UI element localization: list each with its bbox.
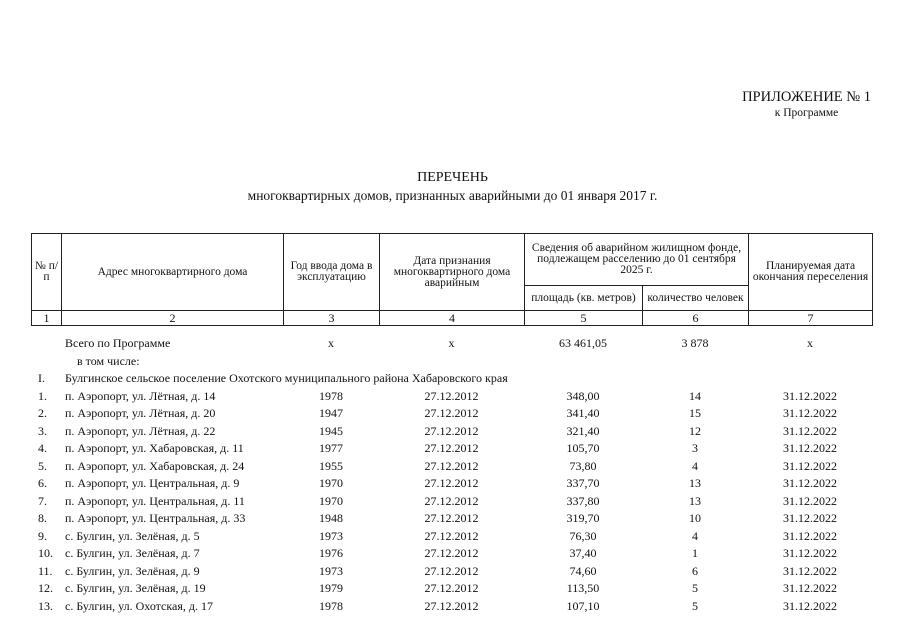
row-year: 1948 <box>319 511 343 525</box>
row-date: 27.12.2012 <box>424 528 479 543</box>
row-year: 1945 <box>319 423 343 438</box>
total-year: х <box>328 336 334 350</box>
row-address: с. Булгин, ул. Зелёная, д. 7 <box>65 546 200 560</box>
row-address: с. Булгин, ул. Зелёная, д. 5 <box>65 528 200 543</box>
row-area: 73,80 <box>569 458 597 473</box>
row-address: п. Аэропорт, ул. Центральная, д. 9 <box>65 476 240 490</box>
data-table <box>31 335 872 615</box>
row-planned: 31.12.2022 <box>783 546 837 560</box>
row-year: 1977 <box>319 441 343 455</box>
section-num: I. <box>38 371 45 385</box>
row-address: п. Аэропорт, ул. Лётная, д. 14 <box>65 388 216 403</box>
total-planned: х <box>807 336 813 350</box>
title-description: многоквартирных домов, признанных аварийными до 01 января 2017 г. <box>247 188 658 203</box>
document-title <box>0 169 905 206</box>
total-date: х <box>448 336 455 350</box>
row-people: 13 <box>689 476 701 490</box>
row-area: 341,40 <box>566 406 600 420</box>
row-people: 5 <box>692 581 698 595</box>
appendix-title: ПРИЛОЖЕНИЕ № 1 <box>742 89 871 105</box>
row-date: 27.12.2012 <box>424 493 479 508</box>
header-table <box>31 233 873 326</box>
row-people: 15 <box>689 406 701 420</box>
table-row <box>31 388 872 406</box>
row-planned: 31.12.2022 <box>783 581 837 595</box>
total-row <box>31 335 872 353</box>
row-area: 113,50 <box>566 581 600 595</box>
col-number: 6 <box>643 311 749 326</box>
row-number: 13. <box>38 598 53 613</box>
appendix-subtitle: к Программе <box>774 107 839 119</box>
row-area: 74,60 <box>569 563 597 578</box>
row-people: 10 <box>689 511 701 525</box>
including-row <box>31 353 872 371</box>
row-area: 107,10 <box>566 598 600 613</box>
row-address: п. Аэропорт, ул. Центральная, д. 11 <box>65 493 245 508</box>
row-date: 27.12.2012 <box>424 423 479 438</box>
row-people: 6 <box>692 563 698 578</box>
row-planned: 31.12.2022 <box>783 563 837 578</box>
appendix-block <box>742 89 871 120</box>
row-date: 27.12.2012 <box>424 511 479 525</box>
including-label: в том числе: <box>77 353 140 368</box>
row-date: 27.12.2012 <box>424 388 479 403</box>
table-row <box>31 545 872 563</box>
col-number: 2 <box>62 311 284 326</box>
total-label: Всего по Программе <box>65 336 171 350</box>
row-number: 10. <box>38 546 53 560</box>
row-people: 14 <box>689 388 701 403</box>
row-people: 13 <box>689 493 701 508</box>
title-heading: ПЕРЕЧЕНЬ <box>417 170 488 185</box>
row-area: 321,40 <box>566 423 600 438</box>
col-number: 7 <box>749 311 873 326</box>
col-number: 5 <box>525 311 643 326</box>
row-year: 1947 <box>319 406 343 420</box>
row-people: 4 <box>692 458 698 473</box>
row-date: 27.12.2012 <box>424 458 479 473</box>
row-number: 6. <box>38 476 47 490</box>
row-number: 4. <box>38 441 47 455</box>
row-address: с. Булгин, ул. Охотская, д. 17 <box>65 598 213 613</box>
row-date: 27.12.2012 <box>424 546 479 560</box>
table-row <box>31 563 872 581</box>
row-planned: 31.12.2022 <box>783 493 837 508</box>
section-label: Булгинское сельское поселение Охотского муниципального района Хабаровского края <box>65 371 508 385</box>
row-address: п. Аэропорт, ул. Хабаровская, д. 24 <box>65 458 245 473</box>
row-year: 1970 <box>319 476 343 490</box>
row-people: 1 <box>692 546 698 560</box>
table-row <box>31 493 872 511</box>
header-people: количество человек <box>643 286 749 311</box>
row-year: 1970 <box>319 493 343 508</box>
header-num: № п/п <box>32 234 62 311</box>
row-year: 1955 <box>319 458 343 473</box>
col-number: 1 <box>32 311 62 326</box>
row-number: 9. <box>38 528 47 543</box>
row-number: 11. <box>38 563 53 578</box>
table-row <box>31 440 872 458</box>
row-address: п. Аэропорт, ул. Лётная, д. 22 <box>65 423 216 438</box>
table-row <box>31 580 872 598</box>
table-row <box>31 423 872 441</box>
row-year: 1979 <box>319 581 343 595</box>
row-people: 12 <box>689 423 701 438</box>
row-year: 1973 <box>319 528 343 543</box>
header-address: Адрес многоквартирного дома <box>62 234 284 311</box>
total-people: 3 878 <box>681 336 709 350</box>
row-number: 3. <box>38 423 47 438</box>
row-number: 8. <box>38 511 47 525</box>
row-planned: 31.12.2022 <box>783 406 837 420</box>
row-address: п. Аэропорт, ул. Лётная, д. 20 <box>65 406 216 420</box>
header-area: площадь (кв. метров) <box>525 286 643 311</box>
row-number: 5. <box>38 458 47 473</box>
row-people: 4 <box>692 528 698 543</box>
total-area: 63 461,05 <box>559 336 607 350</box>
row-planned: 31.12.2022 <box>783 476 837 490</box>
row-year: 1973 <box>319 563 343 578</box>
row-area: 76,30 <box>569 528 597 543</box>
row-planned: 31.12.2022 <box>783 423 837 438</box>
row-number: 7. <box>38 493 47 508</box>
row-planned: 31.12.2022 <box>783 511 837 525</box>
table-row <box>31 598 872 616</box>
row-date: 27.12.2012 <box>424 563 479 578</box>
table-row <box>31 405 872 423</box>
header-planned: Планируемая дата окончания переселения <box>749 234 873 311</box>
row-date: 27.12.2012 <box>424 598 479 613</box>
row-year: 1978 <box>319 388 343 403</box>
row-address: с. Булгин, ул. Зелёная, д. 19 <box>65 581 206 595</box>
row-planned: 31.12.2022 <box>783 458 837 473</box>
row-year: 1978 <box>319 598 343 613</box>
row-date: 27.12.2012 <box>424 581 479 595</box>
row-date: 27.12.2012 <box>424 441 479 455</box>
row-address: п. Аэропорт, ул. Центральная, д. 33 <box>65 511 246 525</box>
row-planned: 31.12.2022 <box>783 528 837 543</box>
row-number: 12. <box>38 581 53 595</box>
row-area: 319,70 <box>566 511 600 525</box>
row-planned: 31.12.2022 <box>783 598 837 613</box>
row-number: 1. <box>38 388 47 403</box>
row-area: 37,40 <box>569 546 597 560</box>
row-area: 337,70 <box>566 476 600 490</box>
row-area: 348,00 <box>566 388 600 403</box>
header-year: Год ввода дома в эксплуатацию <box>284 234 380 311</box>
table-row <box>31 510 872 528</box>
section-row <box>31 370 872 388</box>
row-number: 2. <box>38 406 47 420</box>
row-date: 27.12.2012 <box>424 406 479 420</box>
table-row <box>31 528 872 546</box>
row-planned: 31.12.2022 <box>783 441 837 455</box>
table-row <box>31 475 872 493</box>
row-area: 105,70 <box>566 441 600 455</box>
row-people: 3 <box>692 441 698 455</box>
header-date: Дата признания многоквартирного дома аварийным <box>380 234 525 311</box>
row-planned: 31.12.2022 <box>783 388 837 403</box>
row-area: 337,80 <box>566 493 600 508</box>
table-row <box>31 458 872 476</box>
row-date: 27.12.2012 <box>424 476 479 490</box>
row-year: 1976 <box>319 546 343 560</box>
col-number: 4 <box>380 311 525 326</box>
header-info: Сведения об аварийном жилищном фонде, подлежащем расселению до 01 сентября 2025 г. <box>525 234 749 286</box>
row-address: п. Аэропорт, ул. Хабаровская, д. 11 <box>65 441 244 455</box>
row-people: 5 <box>692 598 698 613</box>
col-number: 3 <box>284 311 380 326</box>
row-address: с. Булгин, ул. Зелёная, д. 9 <box>65 563 200 578</box>
